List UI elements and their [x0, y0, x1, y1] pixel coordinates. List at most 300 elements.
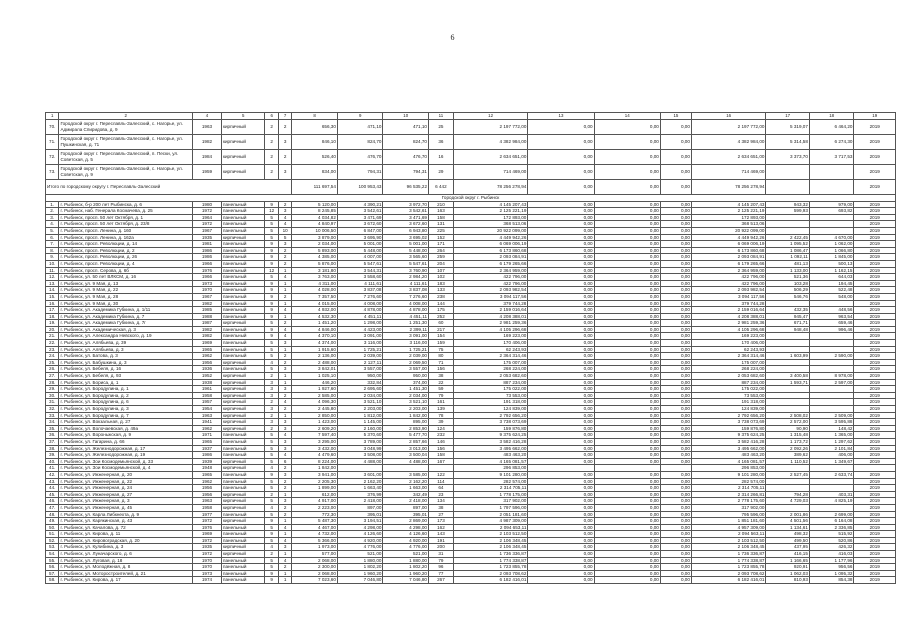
- cell-year: 1963: [193, 119, 222, 134]
- cell-c15: 0,00: [660, 247, 691, 254]
- cell-entrances: 4: [278, 557, 291, 564]
- cell-no: 17.: [46, 307, 59, 314]
- cell-c18: 854,38: [809, 577, 854, 584]
- cell-no: 11.: [46, 267, 59, 274]
- cell-year: 1973: [193, 570, 222, 577]
- cell-c17: 794,28: [766, 491, 809, 498]
- cell-entrances: 10: [278, 227, 291, 234]
- cell-area-total: 4 479,60: [292, 452, 338, 459]
- cell-c14: 0,00: [594, 241, 660, 248]
- cell-material: кирпичный: [221, 386, 264, 393]
- cell-residents: 143: [429, 531, 454, 538]
- cell-c18: 6 274,30: [809, 134, 854, 149]
- cell-cost-total: 62 243,93: [453, 346, 528, 353]
- cell-c16: 159 876,80: [691, 425, 766, 432]
- cell-address: г. Рыбинск, б-р 200 лет Рыбинска, д. 6: [59, 201, 193, 208]
- cell-c15: 0,00: [660, 425, 691, 432]
- cell-c19: 2019: [854, 386, 896, 393]
- cell-c17: [766, 221, 809, 228]
- cell-area-living: 1 842,00: [383, 412, 429, 419]
- cell-area-living: 1 451,30: [383, 386, 429, 393]
- cell-address: г. Рыбинск, ул. 50 лет ВЛКСМ, д. 16: [59, 274, 193, 281]
- cell-residents: 191: [429, 537, 454, 544]
- cell-c19: 2019: [854, 524, 896, 531]
- cell-area-premises: 2 418,00: [337, 498, 383, 505]
- cell-c14: 0,00: [594, 326, 660, 333]
- cell-address: Городской округ г. Переславль-Залесский, п. Пески, ул. Советская, д. 5: [59, 149, 193, 164]
- cell-area-total: 4 532,30: [292, 313, 338, 320]
- cell-floors: 9: [265, 313, 278, 320]
- cell-entrances: 3: [278, 544, 291, 551]
- cell-no: 3.: [46, 214, 59, 221]
- cell-address: г. Рыбинск, просп. Революции, д. 2: [59, 247, 193, 254]
- cell-no: 44.: [46, 485, 59, 492]
- cell-year: 1936: [193, 366, 222, 373]
- cell-floors: 5: [265, 234, 278, 241]
- cell-no: 55.: [46, 557, 59, 564]
- cell-year: 1976: [193, 267, 222, 274]
- cell-area-total: 2 488,00: [292, 359, 338, 366]
- cell-area-total: 1 927,60: [292, 386, 338, 393]
- cell-c13: 0,00: [528, 399, 594, 406]
- cell-area-living: 374,00: [383, 379, 429, 386]
- table-row: [46, 340, 896, 347]
- cell-area-total: 2 850,00: [292, 412, 338, 419]
- cell-c15: 0,00: [660, 260, 691, 267]
- cell-area-premises: 7 276,60: [337, 293, 383, 300]
- cell-material: кирпичный: [221, 465, 264, 472]
- cell-residents: 158: [429, 452, 454, 459]
- cell-c17: [766, 366, 809, 373]
- cell-c13: [528, 465, 594, 472]
- cell-address: Городской округ г. Переславль-Залесский, с. Нагорье, ул. Пушкинская, д. 71: [59, 134, 193, 149]
- cell-entrances: 1: [278, 373, 291, 380]
- cell-no: 53.: [46, 544, 59, 551]
- cell-area-premises: 2 203,00: [337, 406, 383, 413]
- cell-c15: 0,00: [660, 577, 691, 584]
- cell-no: 39.: [46, 452, 59, 459]
- cell-c17: 3 373,70: [766, 149, 809, 164]
- cell-c14: 0,00: [594, 386, 660, 393]
- cell-area-living: 4 878,00: [383, 307, 429, 314]
- cell-address: г. Рыбинск, ул. Инженерная, д. 45: [59, 504, 193, 511]
- cell-floors: 5: [265, 498, 278, 505]
- cell-address: г. Рыбинск, ул. Бородулина, д. 7: [59, 412, 193, 419]
- cell-material: панельный: [221, 287, 264, 294]
- cell-c19: 2019: [854, 313, 896, 320]
- cell-entrances: 4: [278, 307, 291, 314]
- cell-entrances: 1: [278, 267, 291, 274]
- cell-c14: 0,00: [594, 333, 660, 340]
- cell-no: 47.: [46, 504, 59, 511]
- cell-year: 1962: [193, 478, 222, 485]
- cell-no: 24.: [46, 353, 59, 360]
- cell-c13: 0,00: [528, 518, 594, 525]
- cell-area-premises: 2 039,00: [337, 353, 383, 360]
- cell-floors: 5: [265, 320, 278, 327]
- cell-no: 72.: [46, 149, 59, 164]
- cell-year: 1972: [193, 537, 222, 544]
- cell-c15: 0,00: [660, 221, 691, 228]
- cell-c19: 2019: [854, 498, 896, 505]
- cell-c14: 0,00: [594, 504, 660, 511]
- cell-material: кирпичный: [221, 491, 264, 498]
- cell-area-premises: 4 390,21: [337, 201, 383, 208]
- cell-area-living: 1 251,30: [383, 320, 429, 327]
- cell-entrances: 2: [278, 564, 291, 571]
- cell-area-premises: 3 091,00: [337, 333, 383, 340]
- table-row: [46, 478, 896, 485]
- table-row: [46, 241, 896, 248]
- cell-c14: 0,00: [594, 471, 660, 478]
- cell-c19: 2019: [854, 544, 896, 551]
- cell-c16: 368 513,06: [691, 221, 766, 228]
- cell-address: г. Рыбинск, ул. Бебеля, д. 16: [59, 366, 193, 373]
- cell-c17: [766, 485, 809, 492]
- cell-address: г. Рыбинск, ул. Инженерная, д. 24: [59, 485, 193, 492]
- cell-c17: 1 095,52: [766, 241, 809, 248]
- cell-area-total: 834,00: [292, 164, 338, 179]
- subtotal-c16: 78 256 278,94: [691, 179, 766, 194]
- cell-c14: 0,00: [594, 524, 660, 531]
- cell-cost-total: 296 853,00: [453, 465, 528, 472]
- table-row: [46, 524, 896, 531]
- cell-material: кирпичный: [221, 498, 264, 505]
- cell-cost-total: 1 774 338,87: [453, 557, 528, 564]
- cell-c19: 2019: [854, 399, 896, 406]
- cell-cost-total: 4 382 984,00: [453, 134, 528, 149]
- cell-c14: 0,00: [594, 366, 660, 373]
- cell-c15: 0,00: [660, 478, 691, 485]
- cell-cost-total: 1 778 175,00: [453, 491, 528, 498]
- cell-c13: 0,00: [528, 280, 594, 287]
- cell-material: панельный: [221, 366, 264, 373]
- cell-c17: 5 319,07: [766, 119, 809, 134]
- cell-c17: [766, 465, 809, 472]
- cell-c18: 963,54: [809, 313, 854, 320]
- cell-c17: 2 527,45: [766, 471, 809, 478]
- cell-c18: [809, 465, 854, 472]
- cell-c14: 0,00: [594, 544, 660, 551]
- cell-material: панельный: [221, 267, 264, 274]
- cell-c19: 2019: [854, 432, 896, 439]
- cell-year: 1954: [193, 406, 222, 413]
- cell-area-living: 3 471,69: [383, 214, 429, 221]
- table-row: [46, 307, 896, 314]
- cell-c16: 2 778 175,60: [691, 498, 766, 505]
- cell-area-total: 3 763,00: [292, 274, 338, 281]
- cell-cost-total: 887 234,00: [453, 379, 528, 386]
- cell-area-total: 2 609,20: [292, 425, 338, 432]
- cell-year: 1948: [193, 465, 222, 472]
- cell-c18: 406,00: [809, 452, 854, 459]
- cell-c16: 422 796,00: [691, 280, 766, 287]
- cell-c15: 0,00: [660, 227, 691, 234]
- cell-c16: 1 723 855,78: [691, 564, 766, 571]
- cell-residents: 144: [429, 300, 454, 307]
- cell-area-total: 4 385,00: [292, 254, 338, 261]
- cell-no: 5.: [46, 227, 59, 234]
- cell-residents: 204: [429, 260, 454, 267]
- cell-area-total: 4 467,00: [292, 524, 338, 531]
- cell-c17: 1 173,72: [766, 438, 809, 445]
- column-number-cell: 11: [429, 113, 454, 120]
- cell-area-premises: 3 544,31: [337, 267, 383, 274]
- cell-c14: 0,00: [594, 247, 660, 254]
- cell-c18: 2 633,74: [809, 471, 854, 478]
- cell-no: 58.: [46, 577, 59, 584]
- subtotal-area-premises: 100 953,43: [337, 179, 383, 194]
- cell-address: г. Рыбинск, ул. Зои Космодемьянской, д. 4: [59, 465, 193, 472]
- cell-c15: 0,00: [660, 392, 691, 399]
- cell-residents: 259: [429, 254, 454, 261]
- cell-year: 1982: [193, 333, 222, 340]
- cell-c15: 0,00: [660, 537, 691, 544]
- cell-c17: 1 603,99: [766, 353, 809, 360]
- cell-c19: 2019: [854, 201, 896, 208]
- cell-year: 1959: [193, 164, 222, 179]
- cell-area-total: 3 181,80: [292, 267, 338, 274]
- cell-floors: 5: [265, 458, 278, 465]
- cell-area-total: 4 028,00: [292, 287, 338, 294]
- cell-c13: 0,00: [528, 221, 594, 228]
- cell-area-living: 3 565,60: [383, 254, 429, 261]
- cell-area-living: 4 126,60: [383, 531, 429, 538]
- column-number-cell: 12: [453, 113, 528, 120]
- cell-address: г. Рыбинск, ул. 9 Мая, д. 30: [59, 300, 193, 307]
- cell-c17: 1 315,48: [766, 432, 809, 439]
- cell-c13: 0,00: [528, 353, 594, 360]
- cell-c18: 1 845,00: [809, 254, 854, 261]
- cell-year: 1957: [193, 399, 222, 406]
- cell-c14: 0,00: [594, 201, 660, 208]
- cell-c13: 0,00: [528, 307, 594, 314]
- cell-floors: 3: [265, 406, 278, 413]
- cell-c17: 1 092,11: [766, 254, 809, 261]
- cell-cost-total: 317 902,00: [453, 498, 528, 505]
- cell-address: г. Рыбинск, ул. Александра Невского, д. 19: [59, 333, 193, 340]
- cell-c19: 2019: [854, 267, 896, 274]
- column-number-cell: 1: [46, 113, 59, 120]
- cell-year: 1963: [193, 498, 222, 505]
- cell-residents: 159: [429, 340, 454, 347]
- cell-area-total: 2 068,00: [292, 570, 338, 577]
- cell-c18: 644,03: [809, 274, 854, 281]
- cell-floors: 9: [265, 307, 278, 314]
- cell-c18: 1 066,80: [809, 247, 854, 254]
- cell-c16: 795 596,00: [691, 511, 766, 518]
- cell-no: 38.: [46, 445, 59, 452]
- cell-material: панельный: [221, 300, 264, 307]
- cell-area-total: 4 015,00: [292, 300, 338, 307]
- cell-c18: 2 590,00: [809, 353, 854, 360]
- cell-area-premises: 3 695,90: [337, 234, 383, 241]
- cell-c13: 0,00: [528, 234, 594, 241]
- cell-residents: 161: [429, 399, 454, 406]
- cell-c15: 0,00: [660, 326, 691, 333]
- cell-cost-total: 422 796,00: [453, 274, 528, 281]
- cell-c15: 0,00: [660, 134, 691, 149]
- cell-c18: 3 595,88: [809, 419, 854, 426]
- cell-c16: 2 159 016,64: [691, 307, 766, 314]
- cell-c19: 2019: [854, 333, 896, 340]
- cell-material: панельный: [221, 445, 264, 452]
- cell-no: 45.: [46, 491, 59, 498]
- table-row: [46, 346, 896, 353]
- table-row: [46, 564, 896, 571]
- table-row: [46, 280, 896, 287]
- cell-no: 73.: [46, 164, 59, 179]
- cell-c14: 0,00: [594, 438, 660, 445]
- cell-residents: 75: [429, 346, 454, 353]
- cell-c13: 0,00: [528, 412, 594, 419]
- cell-c16: 2 106 348,45: [691, 544, 766, 551]
- cell-c19: 2019: [854, 373, 896, 380]
- table-row: [46, 425, 896, 432]
- cell-area-living: 3 585,00: [383, 471, 429, 478]
- cell-c13: 0,00: [528, 406, 594, 413]
- cell-c13: 0,00: [528, 564, 594, 571]
- cell-c16: 4 105 296,68: [691, 326, 766, 333]
- cell-year: 1969: [193, 531, 222, 538]
- cell-floors: 9: [265, 531, 278, 538]
- cell-no: 14.: [46, 287, 59, 294]
- cell-c16: 282 574,00: [691, 478, 766, 485]
- table-row: [46, 201, 896, 208]
- cell-residents: 29: [429, 164, 454, 179]
- cell-c17: 2 572,00: [766, 419, 809, 426]
- cell-c19: 2019: [854, 511, 896, 518]
- cell-c13: 0,00: [528, 359, 594, 366]
- cell-year: 1982: [193, 300, 222, 307]
- cell-year: 1964: [193, 214, 222, 221]
- subtotal-residents: 6 442: [429, 179, 454, 194]
- cell-no: 27.: [46, 373, 59, 380]
- cell-c19: 2019: [854, 425, 896, 432]
- cell-cost-total: 159 876,80: [453, 425, 528, 432]
- cell-no: 13.: [46, 280, 59, 287]
- table-row: [46, 392, 896, 399]
- cell-material: кирпичный: [221, 458, 264, 465]
- cell-area-premises: 4 451,11: [337, 313, 383, 320]
- cell-address: г. Рыбинск, ул. Зои Космодемьянской, д. 33: [59, 458, 193, 465]
- cell-material: панельный: [221, 247, 264, 254]
- cell-area-living: 3 500,04: [383, 452, 429, 459]
- cell-entrances: 1: [278, 313, 291, 320]
- cell-c16: 2 125 221,19: [691, 208, 766, 215]
- cell-c13: 0,00: [528, 577, 594, 584]
- table-row: [46, 544, 896, 551]
- cell-c15: 0,00: [660, 406, 691, 413]
- cell-entrances: 2: [278, 260, 291, 267]
- cell-material: панельный: [221, 260, 264, 267]
- cell-c17: 1 166,65: [766, 557, 809, 564]
- cell-address: г. Рыбинск, ул. Инженерная, д. 22: [59, 478, 193, 485]
- cell-c17: 2 422,45: [766, 234, 809, 241]
- cell-c18: 403,31: [809, 491, 854, 498]
- column-number-cell: 10: [383, 113, 429, 120]
- cell-entrances: 1: [278, 570, 291, 577]
- cell-no: 46.: [46, 498, 59, 505]
- cell-area-living: 471,10: [383, 119, 429, 134]
- cell-c17: 3 400,58: [766, 373, 809, 380]
- cell-area-premises: 4 007,00: [337, 254, 383, 261]
- cell-c16: 62 243,93: [691, 346, 766, 353]
- cell-floors: 9: [265, 570, 278, 577]
- cell-area-premises: 3 194,51: [337, 518, 383, 525]
- cell-area-living: 476,70: [383, 149, 429, 164]
- cell-year: 1966: [193, 274, 222, 281]
- cell-cost-total: 2 093 982,54: [453, 287, 528, 294]
- cell-c18: [809, 340, 854, 347]
- cell-c13: 0,00: [528, 537, 594, 544]
- cell-c17: 432,35: [766, 307, 809, 314]
- cell-area-premises: 3 048,99: [337, 445, 383, 452]
- cell-no: 28.: [46, 379, 59, 386]
- cell-c16: 4 382 984,00: [691, 134, 766, 149]
- cell-residents: 122: [429, 471, 454, 478]
- cell-entrances: 1: [278, 551, 291, 558]
- cell-cost-total: 2 103 512,50: [453, 531, 528, 538]
- cell-c13: 0,00: [528, 366, 594, 373]
- cell-c15: 0,00: [660, 564, 691, 571]
- cell-c14: 0,00: [594, 399, 660, 406]
- cell-area-living: 2 853,90: [383, 425, 429, 432]
- cell-c15: 0,00: [660, 307, 691, 314]
- cell-year: 1972: [193, 518, 222, 525]
- cell-c17: [766, 214, 809, 221]
- cell-area-total: 4 374,00: [292, 340, 338, 347]
- cell-cost-total: 3 094 117,56: [453, 293, 528, 300]
- cell-c19: 2019: [854, 577, 896, 584]
- cell-year: 1974: [193, 577, 222, 584]
- cell-c14: 0,00: [594, 478, 660, 485]
- cell-c14: 0,00: [594, 458, 660, 465]
- table-row: [46, 313, 896, 320]
- cell-area-living: 3 116,00: [383, 340, 429, 347]
- cell-c15: 0,00: [660, 149, 691, 164]
- cell-area-premises: 376,99: [337, 491, 383, 498]
- cell-area-total: 7 357,50: [292, 293, 338, 300]
- cell-floors: 9: [265, 201, 278, 208]
- cell-c15: 0,00: [660, 267, 691, 274]
- cell-c14: 0,00: [594, 452, 660, 459]
- cell-residents: 71: [429, 359, 454, 366]
- cell-no: 9.: [46, 254, 59, 261]
- cell-cost-total: 282 574,00: [453, 478, 528, 485]
- cell-area-living: 2 069,50: [383, 359, 429, 366]
- cell-c14: 0,00: [594, 491, 660, 498]
- cell-area-premises: 1 880,00: [337, 557, 383, 564]
- cell-c14: 0,00: [594, 208, 660, 215]
- cell-residents: 102: [429, 274, 454, 281]
- cell-residents: 139: [429, 406, 454, 413]
- cell-c16: 268 224,00: [691, 366, 766, 373]
- cell-c14: 0,00: [594, 518, 660, 525]
- cell-cost-total: 9 375 624,25: [453, 432, 528, 439]
- cell-c17: 546,76: [766, 293, 809, 300]
- cell-c19: 2019: [854, 208, 896, 215]
- cell-area-living: 395,01: [383, 511, 429, 518]
- cell-floors: 3: [265, 379, 278, 386]
- cell-area-premises: 1 812,00: [337, 412, 383, 419]
- cell-floors: 4: [265, 465, 278, 472]
- cell-area-living: 7 046,80: [383, 577, 429, 584]
- cell-c17: [766, 346, 809, 353]
- cell-entrances: 3: [278, 386, 291, 393]
- cell-area-total: 8 224,00: [292, 458, 338, 465]
- cell-area-total: 7 597,40: [292, 432, 338, 439]
